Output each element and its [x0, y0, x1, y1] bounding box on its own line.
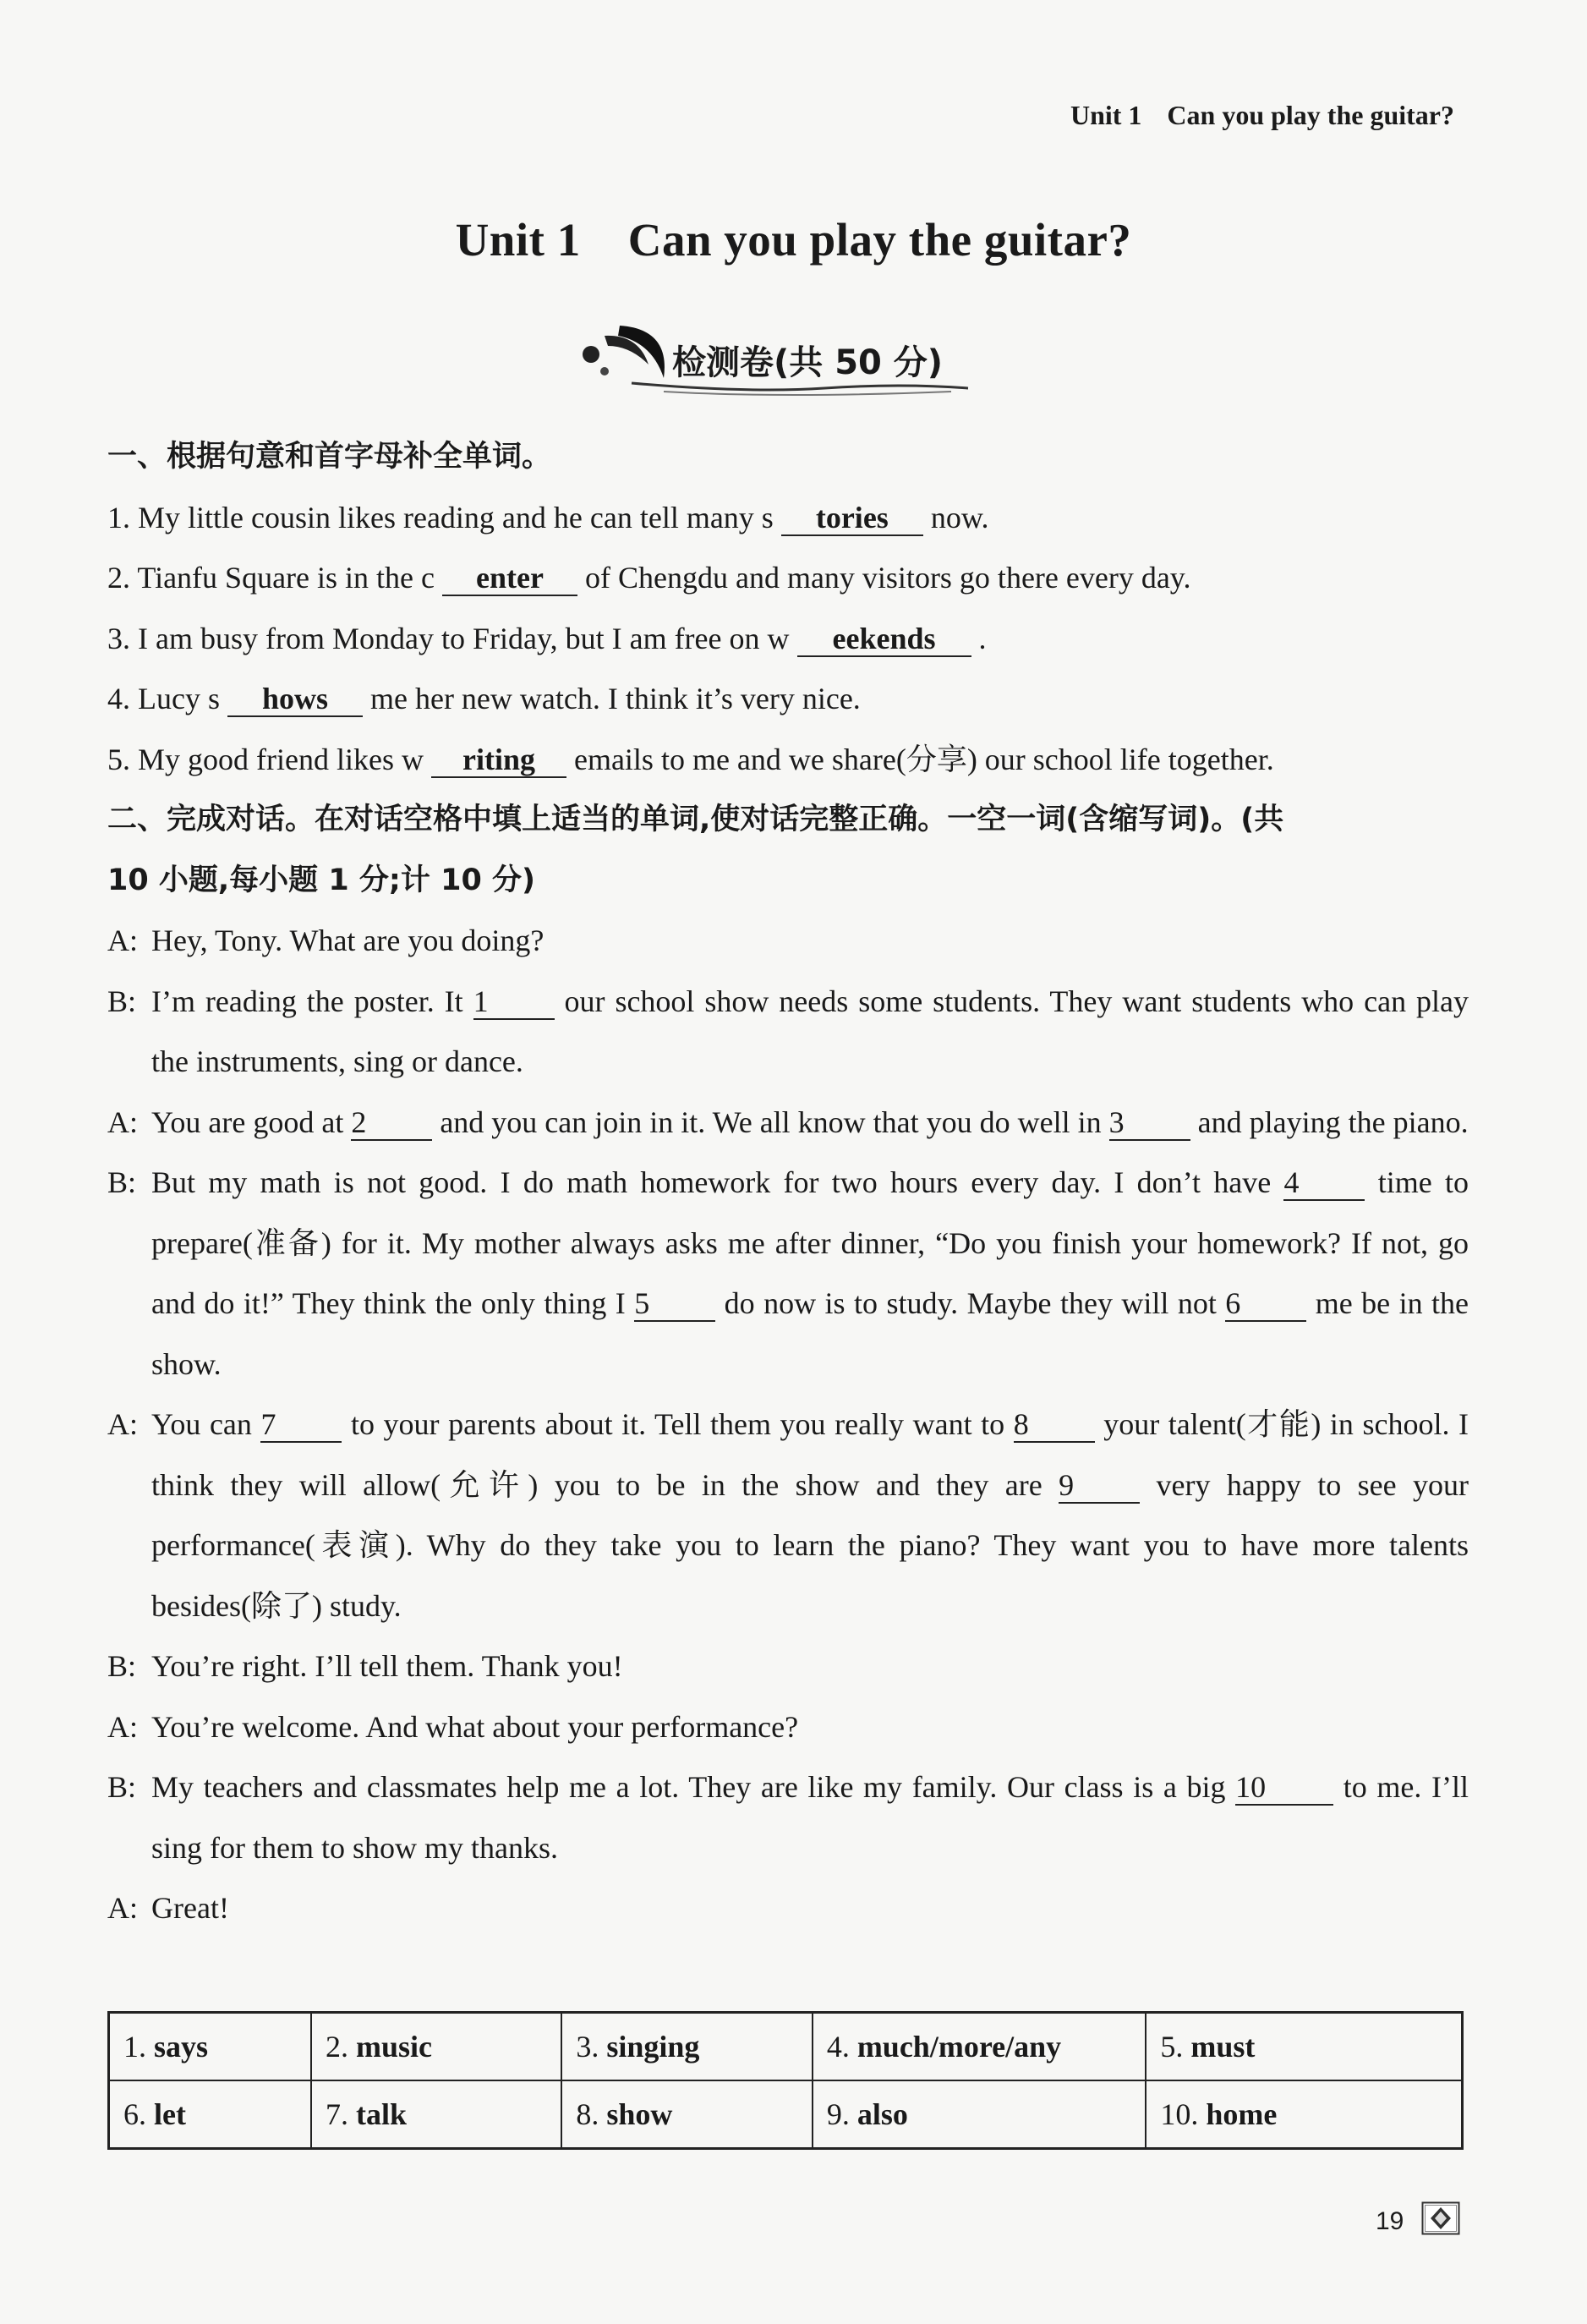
- gap-blank: 10: [1235, 1770, 1333, 1806]
- dialogue-line-5: A: You can 7 to your parents about it. Tell them you really want to 8 your talent(才能) in school. I think they will allow(允许) you to be in the show and they are 9 very happy to see your performance(表演). Why do they take you to learn the piano? They want you to have more talents besides(除了) study.: [107, 1407, 1469, 1623]
- dialogue-line-4: B: But my math is not good. I do math homework for two hours every day. I don’t have 4 time to prepare(准备) for it. My mother always asks me after dinner, “Do you finish your homework? If not, go and do it!” They think the only thing I 5 do now is to study. Maybe they will not 6 me be in the show.: [107, 1165, 1469, 1381]
- s1-item-5: 5. My good friend likes w riting emails to me and we share(分享) our school life together.: [107, 742, 1274, 776]
- test-banner: [579, 317, 977, 402]
- dialogue-line-8: B: My teachers and classmates help me a lot. They are like my family. Our class is a big 10 to me. I’ll sing for them to show my thanks.: [107, 1770, 1469, 1865]
- answer-cell: 6. let: [109, 2080, 311, 2149]
- answer-blank: hows: [227, 682, 363, 717]
- answer-table: [107, 2011, 1464, 2150]
- gap-blank: 4: [1283, 1165, 1365, 1201]
- gap-blank: 1: [473, 984, 555, 1020]
- answer-cell: 9. also: [813, 2080, 1146, 2149]
- running-header-unit: Unit 1: [1070, 100, 1142, 130]
- answer-cell: 4. much/more/any: [813, 2013, 1146, 2081]
- banner-text: 检测卷(共 50 分): [672, 343, 944, 382]
- dialogue-line-9: A: Great!: [107, 1891, 229, 1925]
- page-number: 19: [1376, 2207, 1404, 2235]
- gap-blank: 8: [1014, 1407, 1095, 1443]
- exercise-content: [107, 427, 1469, 1939]
- answer-blank: eekends: [797, 622, 971, 657]
- answer-cell: 10. home: [1146, 2080, 1462, 2149]
- diamond-icon: [1421, 2201, 1460, 2235]
- gap-blank: 6: [1225, 1286, 1306, 1322]
- answer-row: [109, 2013, 1463, 2081]
- section2-heading: 二、完成对话。在对话空格中填上适当的单词,使对话完整正确。一空一词(含缩写词)。(共 10 小题,每小题 1 分;计 10 分): [107, 803, 1284, 897]
- answer-row: [109, 2080, 1463, 2149]
- running-header-title: Can you play the guitar?: [1167, 100, 1454, 130]
- dialogue-line-6: B: You’re right. I’ll tell them. Thank you!: [107, 1649, 623, 1683]
- answer-blank: tories: [781, 501, 923, 536]
- gap-blank: 9: [1059, 1468, 1140, 1504]
- s1-item-1: 1. My little cousin likes reading and he can tell many s tories now.: [107, 500, 989, 534]
- s1-item-2: 2. Tianfu Square is in the c enter of Chengdu and many visitors go there every day.: [107, 561, 1191, 595]
- dialogue-line-1: A: Hey, Tony. What are you doing?: [107, 924, 545, 957]
- running-header: [1070, 100, 1454, 131]
- dialogue-line-3: A: You are good at 2 and you can join in it. We all know that you do well in 3 and playing the piano.: [107, 1104, 1469, 1139]
- page-title-unit: Unit 1: [455, 214, 581, 266]
- section1-heading: 一、根据句意和首字母补全单词。: [107, 440, 552, 474]
- gap-blank: 7: [260, 1407, 342, 1443]
- gap-blank: 3: [1109, 1105, 1190, 1141]
- dialogue-line-2: B: I’m reading the poster. It 1 our school show needs some students. They want students who can play the instruments, sing or dance.: [107, 984, 1469, 1078]
- gap-blank: 2: [351, 1105, 432, 1141]
- s1-item-3: 3. I am busy from Monday to Friday, but I am free on w eekends .: [107, 621, 987, 655]
- page-title: [0, 213, 1587, 266]
- answer-cell: 8. show: [561, 2080, 812, 2149]
- answer-cell: 5. must: [1146, 2013, 1462, 2081]
- s1-item-4: 4. Lucy s hows me her new watch. I think it’s very nice.: [107, 682, 861, 715]
- dialogue-line-7: A: You’re welcome. And what about your performance?: [107, 1709, 799, 1744]
- gap-blank: 5: [634, 1286, 715, 1322]
- answer-cell: 3. singing: [561, 2013, 812, 2081]
- answer-cell: 7. talk: [311, 2080, 561, 2149]
- page-title-text: Can you play the guitar?: [627, 214, 1132, 266]
- answer-cell: 1. says: [109, 2013, 311, 2081]
- answer-blank: riting: [431, 743, 566, 778]
- answer-cell: 2. music: [311, 2013, 561, 2081]
- answer-blank: enter: [442, 561, 577, 596]
